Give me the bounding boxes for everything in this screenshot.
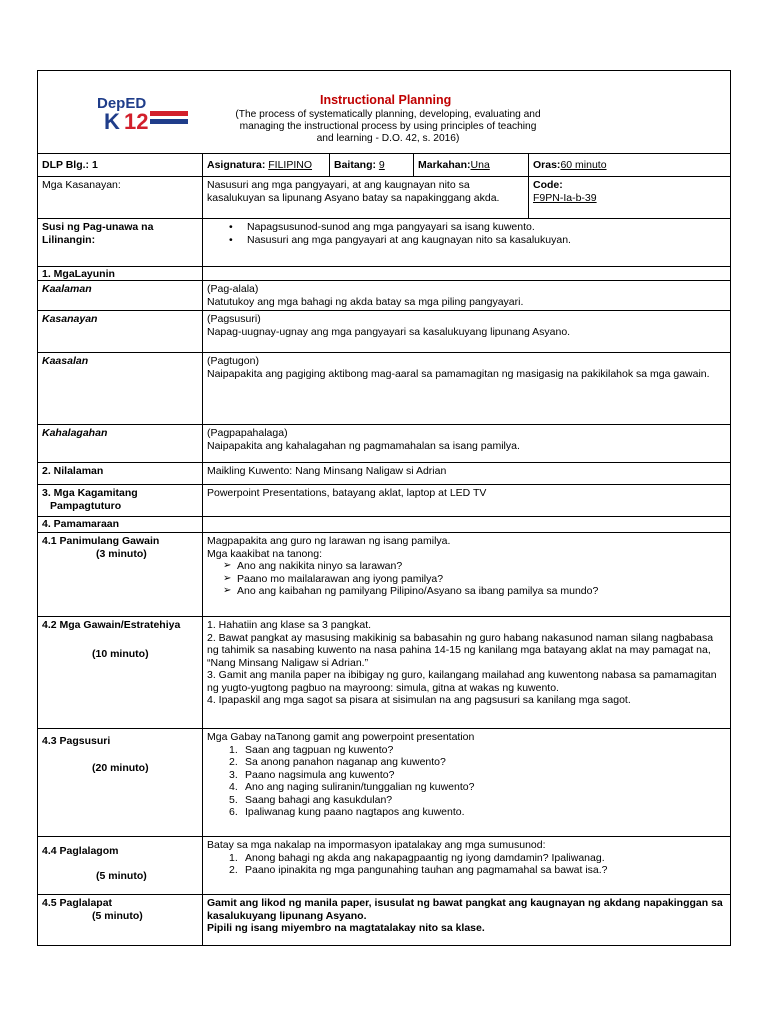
section-text: Pipili ng isang miyembro na magtatalakay nito sa klase. xyxy=(207,922,485,934)
section-text: Mga Gabay naTanong gamit ang powerpoint presentation xyxy=(207,731,475,743)
list-item xyxy=(223,573,726,586)
section-label: 4.1 Panimulang Gawain xyxy=(42,535,160,547)
markahan-cell xyxy=(414,153,529,176)
question-text: Paano mo mailalarawan ang iyong pamilya? xyxy=(237,572,444,585)
list-item: 2. Sa anong panahon naganap ang kuwento? xyxy=(229,756,446,768)
paglalapat-label xyxy=(38,895,203,945)
list-item: 5. Saang bahagi ang kasukdulan? xyxy=(229,793,393,806)
subtitle-line: (The process of systematically planning, developing, evaluating and xyxy=(235,109,541,120)
svg-text:12: 12 xyxy=(124,109,149,133)
paglalapat-content xyxy=(203,895,730,945)
panimulang-gawain-label xyxy=(38,533,203,616)
page-subtitle xyxy=(228,109,548,145)
kaasalan-type: (Pagtugon) xyxy=(207,355,259,367)
oras-cell xyxy=(529,153,730,176)
paglalapat-row xyxy=(38,895,730,945)
question-text: Anong bahagi ng akda ang nakapagpaantig ng iyong damdamin? Ipaliwanag. xyxy=(245,851,605,864)
arrow-bullet-icon: ➢ xyxy=(223,560,232,571)
code-label: Code: xyxy=(533,179,563,191)
section-text: Magpapakita ang guro ng larawan ng isang pamilya. xyxy=(207,535,451,547)
kahalagahan-text: Naipapakita ang kahalagahan ng pagmamahalan sa isang pamilya. xyxy=(207,439,520,452)
panimulang-gawain-row xyxy=(38,533,730,617)
section-text: Mga kaakibat na tanong: xyxy=(207,547,322,560)
step-text: 4. Ipapaskil ang mga sagot sa pisara at sisimulan na ang pagsusuri sa kanilang mga sagot. xyxy=(207,694,631,706)
section-time: (5 minuto) xyxy=(96,869,147,882)
paglalagom-label xyxy=(38,837,203,894)
kasanayan-text: Nasusuri ang mga pangyayari, at ang kaugnayan nito sa kasalukuyan sa lipunang Asyano batay sa napakinggang akda. xyxy=(203,177,529,218)
arrow-bullet-icon: ➢ xyxy=(223,585,232,596)
asignatura-label: Asignatura: xyxy=(207,159,266,171)
susi-label: Susi ng Pag-unawa na Lilinangin: xyxy=(38,219,203,266)
kaasalan-content xyxy=(203,353,730,424)
section-text: Batay sa mga nakalap na impormasyon ipatalakay ang mga sumusunod: xyxy=(207,839,546,851)
arrow-bullet-icon: ➢ xyxy=(223,572,232,584)
dlp-number: DLP Blg.: 1 xyxy=(38,153,203,176)
kahalagahan-row xyxy=(38,425,730,463)
section-time: (5 minuto) xyxy=(92,909,143,922)
markahan-value: Una xyxy=(470,159,490,171)
kahalagahan-type: (Pagpapahalaga) xyxy=(207,427,288,439)
layunin-label: 1. MgaLayunin xyxy=(38,267,203,280)
kasanayan-layunin-text: Napag-uugnay-ugnay ang mga pangyayari sa kasalukuyang lipunang Asyano. xyxy=(207,325,571,338)
gawain-estratehiya-label xyxy=(38,617,203,728)
kaasalan-row xyxy=(38,353,730,425)
pagsusuri-content xyxy=(203,729,730,836)
section-label: 4.5 Paglalapat xyxy=(42,897,113,909)
panimulang-gawain-content xyxy=(203,533,730,616)
step-text: 1. Hahatiin ang klase sa 3 pangkat. xyxy=(207,619,372,631)
kagamitan-label xyxy=(38,485,203,516)
list-item xyxy=(223,560,726,573)
susi-row xyxy=(38,219,730,267)
oras-value: 60 minuto xyxy=(560,159,607,171)
kahalagahan-content xyxy=(203,425,730,462)
lesson-plan-sheet xyxy=(37,70,731,946)
code-cell xyxy=(529,177,730,218)
step-text: 3. Gamit ang manila paper na ibibigay ng guro, kailangang mailahad ang kuwentong nabasa sa pamamagitan ng yugto-yugtong pagbuo na mayroong: simula, gitna at wakas ng kuwento. xyxy=(207,669,717,694)
question-text: Ano ang kaibahan ng pamilyang Pilipino/Asyano sa ibang pamilya sa mundo? xyxy=(237,585,599,597)
question-text: Ano ang nakikita ninyo sa larawan? xyxy=(237,560,403,572)
paglalagom-content xyxy=(203,837,730,894)
deped-k12-logo xyxy=(94,93,190,133)
info-row xyxy=(38,153,730,177)
kaalaman-row xyxy=(38,281,730,311)
kaasalan-text: Naipapakita ang pagiging aktibong mag-aaral sa pamamagitan ng masigasig na pakikilahok sa mga gawain. xyxy=(207,367,710,380)
kasanayan-layunin-row xyxy=(38,311,730,353)
question-text: Saan ang tagpuan ng kuwento? xyxy=(245,743,394,756)
section-text: Gamit ang likod ng manila paper, isusulat ng bawat pangkat ang kaugnayan ng akdang napakinggan sa kasalukuyang lipunang Asyano. xyxy=(207,897,723,922)
kahalagahan-label: Kahalagahan xyxy=(38,425,203,462)
list-item: 3. Paano nagsimula ang kuwento? xyxy=(229,768,395,781)
paglalagom-row xyxy=(38,837,730,895)
pamamaraan-label: 4. Pamamaraan xyxy=(38,517,203,532)
kasanayan-layunin-content xyxy=(203,311,730,352)
list-item: 2. Paano ipinakita ng mga pangunahing tauhan ang pagmamahal sa bawat isa.? xyxy=(229,864,608,876)
kaalaman-content xyxy=(203,281,730,310)
gawain-estratehiya-row xyxy=(38,617,730,729)
page-title: Instructional Planning xyxy=(320,93,452,107)
pagsusuri-row xyxy=(38,729,730,837)
section-time: (10 minuto) xyxy=(92,647,149,660)
list-item: 4. Ano ang naging suliranin/tunggalian ng kuwento? xyxy=(229,781,475,793)
kasanayan-row xyxy=(38,177,730,219)
question-text: Ano ang naging suliranin/tunggalian ng kuwento? xyxy=(245,781,475,793)
asignatura-value: FILIPINO xyxy=(268,159,313,171)
list-item: • Nasusuri ang mga pangyayari at ang kaugnayan nito sa kasalukuyan. xyxy=(233,234,726,247)
asignatura-cell xyxy=(203,153,330,176)
kagamitan-label-line: Pampagtuturo xyxy=(50,499,122,512)
list-item: • Napagsusunod-sunod ang mga pangyayari sa isang kuwento. xyxy=(233,221,726,234)
step-text: 2. Bawat pangkat ay masusing makikinig sa babasahin ng guro habang nakasunod naman silang nagbabasa ng tahimik sa nasabing kuwento na nasa pahina 14-15 ng kanilang mga batayang aklat na may pamagat na, “Nang Minsang Naligaw si Adrian.” xyxy=(207,631,714,669)
svg-text:DepED: DepED xyxy=(97,95,147,112)
question-text: Paano nagsimula ang kuwento? xyxy=(245,768,395,781)
markahan-label: Markahan: xyxy=(418,159,471,171)
question-text: Saang bahagi ang kasukdulan? xyxy=(245,793,393,806)
kasanayan-layunin-label: Kasanayan xyxy=(38,311,203,352)
header xyxy=(38,71,730,154)
kaalaman-label: Kaalaman xyxy=(38,281,203,310)
kaalaman-type: (Pag-alala) xyxy=(207,283,259,295)
section-label: 4.4 Paglalagom xyxy=(42,845,119,857)
nilalaman-label: 2. Nilalaman xyxy=(38,463,203,484)
oras-label: Oras: xyxy=(533,159,561,171)
pamamaraan-row xyxy=(38,517,730,533)
pagsusuri-label xyxy=(38,729,203,836)
baitang-value: 9 xyxy=(378,159,385,171)
section-time: (20 minuto) xyxy=(92,761,149,774)
subtitle-line: and learning - D.O. 42, s. 2016) xyxy=(316,133,460,144)
kagamitan-row xyxy=(38,485,730,517)
nilalaman-text: Maikling Kuwento: Nang Minsang Naligaw si Adrian xyxy=(207,465,447,477)
list-item: 6. Ipaliwanag kung paano nagtapos ang kuwento. xyxy=(229,806,465,818)
list-item: 1. Saan ang tagpuan ng kuwento? xyxy=(229,743,394,756)
kagamitan-text: Powerpoint Presentations, batayang aklat, laptop at LED TV xyxy=(207,487,487,499)
gawain-estratehiya-content xyxy=(203,617,730,728)
list-item: 1. Anong bahagi ng akda ang nakapagpaantig ng iyong damdamin? Ipaliwanag. xyxy=(229,851,605,864)
kaasalan-label: Kaasalan xyxy=(38,353,203,424)
code-value: F9PN-Ia-b-39 xyxy=(533,191,597,204)
question-text: Sa anong panahon naganap ang kuwento? xyxy=(245,756,446,768)
section-time: (3 minuto) xyxy=(96,547,147,560)
subtitle-line: managing the instructional process by using principles of teaching xyxy=(239,121,537,132)
baitang-cell xyxy=(330,153,414,176)
kasanayan-type: (Pagsusuri) xyxy=(207,313,261,325)
section-label: 4.3 Pagsusuri xyxy=(42,735,111,747)
baitang-label: Baitang: xyxy=(334,159,376,171)
kaalaman-text: Natutukoy ang mga bahagi ng akda batay sa mga piling pangyayari. xyxy=(207,295,524,308)
list-item xyxy=(223,585,726,598)
section-label: 4.2 Mga Gawain/Estratehiya xyxy=(42,619,181,631)
question-text: Ipaliwanag kung paano nagtapos ang kuwento. xyxy=(245,806,465,818)
svg-text:K: K xyxy=(104,109,120,133)
question-text: Paano ipinakita ng mga pangunahing tauhan ang pagmamahal sa bawat isa.? xyxy=(245,864,608,876)
layunin-row xyxy=(38,267,730,281)
susi-content xyxy=(203,219,730,266)
kasanayan-label: Mga Kasanayan: xyxy=(38,177,203,218)
empty-cell xyxy=(203,267,730,280)
nilalaman-row xyxy=(38,463,730,485)
kagamitan-label-line: 3. Mga Kagamitang xyxy=(42,487,138,499)
empty-cell xyxy=(203,517,730,532)
